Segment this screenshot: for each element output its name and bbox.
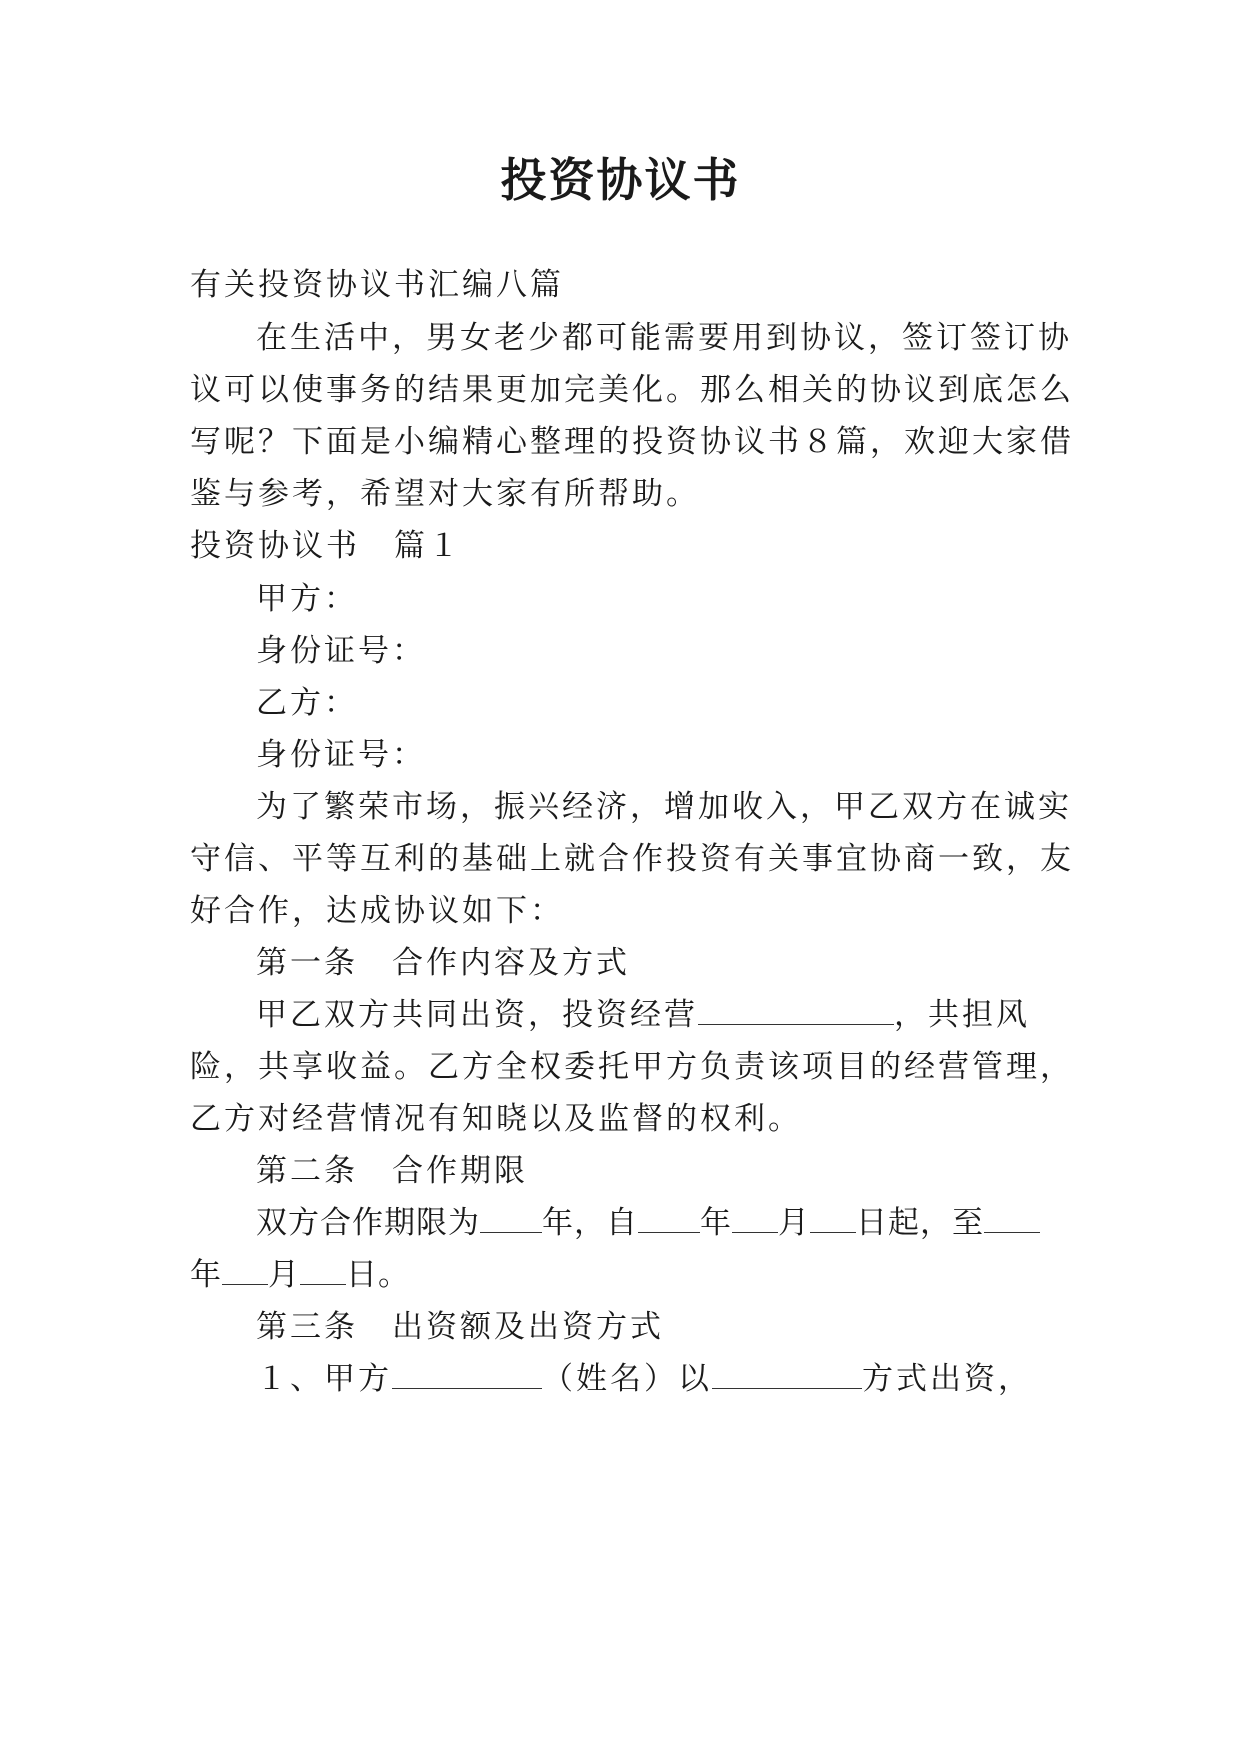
project-blank [698,994,894,1025]
article-2-text-3: 年 [700,1205,732,1241]
start-day-blank [810,1202,856,1233]
article-2-text-2: 年，自 [542,1205,638,1241]
article-2-line-1 [256,1202,1060,1244]
start-year-blank [638,1202,700,1233]
article-3-text-2: （姓名）以 [542,1361,712,1397]
preamble-line-1: 为了繁荣市场，振兴经济，增加收入，甲乙双方在诚实 [256,789,1072,825]
party-a-name-blank [392,1358,542,1389]
end-day-blank [300,1254,346,1285]
preamble-line-2: 守信、平等互利的基础上就合作投资有关事宜协商一致，友 [190,841,1074,877]
end-year-blank [984,1202,1040,1233]
contribution-method-blank [712,1358,862,1389]
article-2-text-5: 日起，至 [856,1205,984,1241]
article-1-line-1 [256,994,1060,1036]
term-years-blank [480,1202,542,1233]
id-number-a-label: 身份证号： [256,633,426,669]
article-3-text-1: １、甲方 [256,1361,392,1397]
party-a-label: 甲方： [256,581,358,617]
article-1-line-3: 乙方对经营情况有知晓以及监督的权利。 [190,1101,802,1137]
document-subtitle: 有关投资协议书汇编八篇 [190,267,564,303]
article-1-title: 第一条 合作内容及方式 [256,945,630,981]
article-1-text-a: 甲乙双方共同出资，投资经营 [256,997,698,1033]
article-2-line-2 [190,1254,1060,1296]
intro-line-2: 议可以使事务的结果更加完美化。那么相关的协议到底怎么 [190,372,1074,408]
article-1-line-2: 险，共享收益。乙方全权委托甲方负责该项目的经营管理， [190,1049,1074,1085]
document-title: 投资协议书 [500,153,741,207]
article-2-text-6: 年 [190,1257,222,1293]
article-2-text-4: 月 [778,1205,810,1241]
intro-line-1: 在生活中，男女老少都可能需要用到协议，签订签订协 [256,320,1072,356]
article-1-text-b: ，共担风 [894,997,1030,1033]
article-3-line-1 [256,1358,1060,1400]
end-month-blank [222,1254,268,1285]
article-3-title: 第三条 出资额及出资方式 [256,1309,664,1345]
preamble-line-3: 好合作，达成协议如下： [190,893,564,929]
article-2-text-7: 月 [268,1257,300,1293]
start-month-blank [732,1202,778,1233]
section-heading: 投资协议书 篇１ [190,528,462,564]
article-2-title: 第二条 合作期限 [256,1153,528,1189]
intro-line-4: 鉴与参考，希望对大家有所帮助。 [190,476,700,512]
intro-line-3: 写呢？下面是小编精心整理的投资协议书８篇，欢迎大家借 [190,424,1074,460]
id-number-b-label: 身份证号： [256,737,426,773]
article-3-text-3: 方式出资， [862,1361,1032,1397]
article-2-text-1: 双方合作期限为 [256,1205,480,1241]
party-b-label: 乙方： [256,685,358,721]
article-2-text-8: 日。 [346,1257,410,1293]
